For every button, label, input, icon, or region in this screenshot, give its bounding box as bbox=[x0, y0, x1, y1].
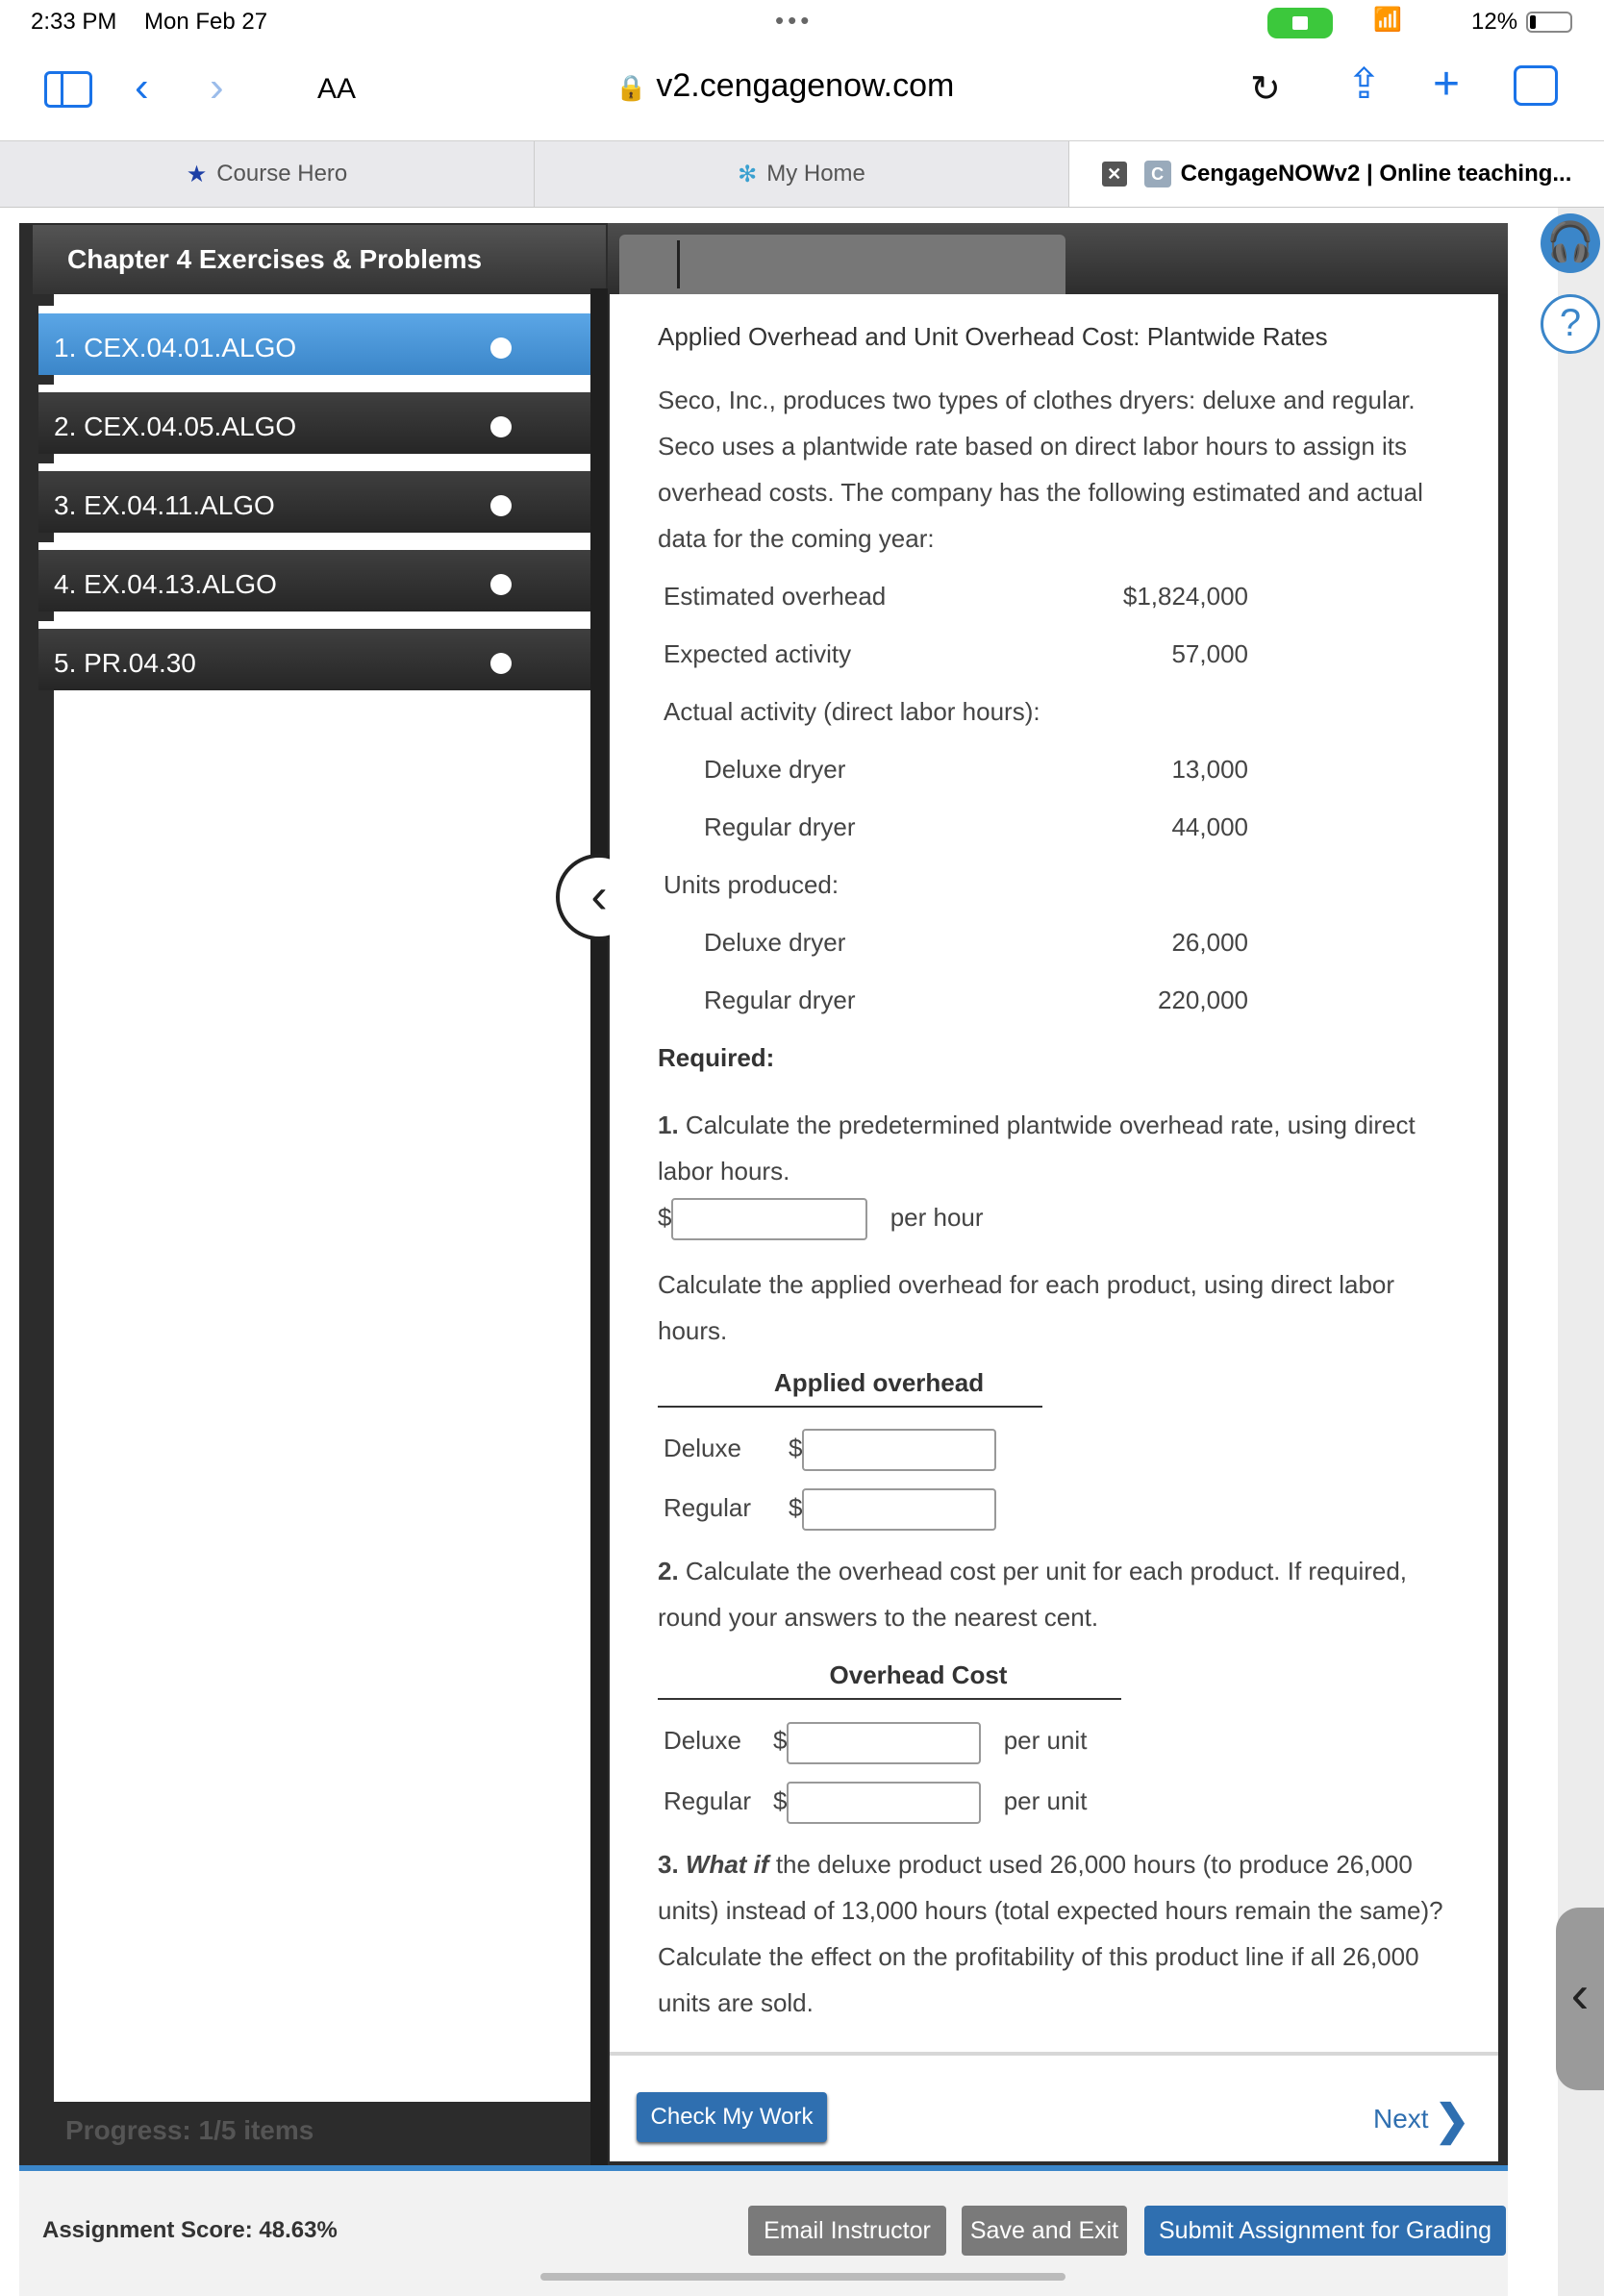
data-row-value bbox=[1099, 856, 1254, 913]
progress-text: Progress: 1/5 items bbox=[65, 2115, 314, 2145]
dollar-sign: $ bbox=[789, 1493, 803, 1523]
data-row-value: 220,000 bbox=[1158, 986, 1248, 1014]
tab-course-hero[interactable] bbox=[0, 141, 535, 207]
content-tab[interactable] bbox=[619, 235, 1065, 294]
problem-content bbox=[610, 294, 1498, 2058]
what-if-text: What if bbox=[685, 1849, 769, 1879]
submit-assignment-button[interactable]: Submit Assignment for Grading bbox=[1144, 2206, 1506, 2256]
status-bar bbox=[0, 0, 1604, 44]
per-unit-label: per unit bbox=[1003, 1726, 1088, 1756]
data-table-row bbox=[658, 683, 1254, 740]
per-hour-label: per hour bbox=[890, 1203, 984, 1232]
save-and-exit-button[interactable]: Save and Exit bbox=[962, 2206, 1127, 2256]
required-heading: Required: bbox=[658, 1043, 775, 1072]
data-row-value bbox=[1099, 683, 1254, 740]
data-table-row bbox=[658, 971, 1254, 1029]
multitask-dots-icon[interactable]: ••• bbox=[775, 6, 814, 35]
data-table-row bbox=[658, 625, 1254, 683]
applied-deluxe-input[interactable] bbox=[802, 1429, 996, 1471]
home-indicator bbox=[540, 2273, 1065, 2281]
share-icon[interactable]: ⇪ bbox=[1346, 61, 1382, 108]
unit-deluxe-input[interactable] bbox=[787, 1722, 981, 1764]
applied-regular-row bbox=[658, 1485, 1450, 1531]
applied-deluxe-row bbox=[658, 1425, 1450, 1471]
url-bar[interactable] bbox=[615, 67, 954, 105]
tab-label: CengageNOWv2 | Online teaching... bbox=[1180, 161, 1572, 187]
applied-overhead-header bbox=[658, 1360, 1042, 1408]
sidebar-item-label: 4. EX.04.13.ALGO bbox=[54, 569, 277, 599]
data-row-label: Deluxe dryer bbox=[704, 928, 846, 957]
dollar-sign: $ bbox=[658, 1203, 672, 1232]
content-topbar bbox=[608, 223, 1508, 294]
sidebar-toggle-icon[interactable] bbox=[44, 71, 92, 108]
wifi-icon: 📶 bbox=[1373, 7, 1402, 33]
panel-divider bbox=[590, 288, 608, 2165]
camera-indicator-icon bbox=[1267, 8, 1333, 38]
status-dot-icon bbox=[490, 495, 512, 516]
data-row-label: Units produced: bbox=[664, 870, 840, 899]
cengage-favicon-icon: ✻ bbox=[738, 161, 758, 187]
sidebar-item-4[interactable] bbox=[38, 542, 592, 611]
sidebar-item-1[interactable] bbox=[38, 306, 592, 375]
row-label: Deluxe bbox=[664, 1434, 741, 1463]
sidebar-item-label: 1. CEX.04.01.ALGO bbox=[54, 333, 297, 362]
status-day: Mon Feb 27 bbox=[144, 9, 268, 35]
reader-settings-button[interactable]: AA bbox=[317, 73, 357, 105]
lock-icon: 🔒 bbox=[615, 73, 647, 102]
tab-label: My Home bbox=[766, 161, 865, 187]
data-row-value: 26,000 bbox=[1171, 928, 1248, 957]
tab-cengagenow[interactable] bbox=[1069, 141, 1604, 207]
data-row-value: 57,000 bbox=[1171, 639, 1248, 668]
c-favicon-icon: C bbox=[1144, 161, 1171, 187]
applied-regular-input[interactable] bbox=[802, 1488, 996, 1531]
dollar-sign: $ bbox=[773, 1726, 788, 1756]
question-2 bbox=[658, 1548, 1450, 1640]
data-row-value: $1,824,000 bbox=[1122, 582, 1248, 611]
sidebar-item-2[interactable] bbox=[38, 385, 592, 454]
data-row-label: Regular dryer bbox=[704, 812, 856, 841]
sidebar-title: Chapter 4 Exercises & Problems bbox=[33, 225, 606, 294]
tab-label: Course Hero bbox=[216, 161, 348, 187]
next-button[interactable] bbox=[1373, 2096, 1469, 2145]
data-row-label: Expected activity bbox=[664, 639, 852, 668]
tab-strip bbox=[0, 140, 1604, 208]
question-number: 2. bbox=[658, 1557, 679, 1586]
row-label: Regular bbox=[664, 1493, 752, 1523]
status-dot-icon bbox=[490, 337, 512, 359]
unit-regular-row bbox=[658, 1778, 1450, 1824]
sidebar-item-5[interactable] bbox=[38, 621, 592, 690]
dollar-sign: $ bbox=[789, 1434, 803, 1463]
new-tab-icon[interactable]: + bbox=[1433, 59, 1461, 110]
question-number: 1. bbox=[658, 1111, 679, 1139]
side-panel-handle-icon[interactable]: ‹ bbox=[1556, 1908, 1604, 2090]
assignment-score: Assignment Score: 48.63% bbox=[42, 2217, 338, 2243]
question-text: Calculate the overhead cost per unit for each product. If required, round your answers to the nearest cent. bbox=[658, 1557, 1408, 1633]
url-text: v2.cengagenow.com bbox=[656, 67, 955, 104]
data-table-row bbox=[658, 856, 1254, 913]
rate-input[interactable] bbox=[671, 1198, 867, 1240]
question-text: the deluxe product used 26,000 hours (to produce 26,000 units) instead of 13,000 hours (total expected hours remain the same)? Calculate the effect on the profitability of this product line if all 26,000 units are sold. bbox=[658, 1849, 1443, 2017]
row-label: Regular bbox=[664, 1785, 752, 1815]
sidebar-item-label: 5. PR.04.30 bbox=[54, 648, 196, 678]
check-my-work-button[interactable]: Check My Work bbox=[637, 2092, 827, 2142]
browser-toolbar bbox=[0, 44, 1604, 140]
status-dot-icon bbox=[490, 653, 512, 674]
applied-overhead-header-text: Applied overhead bbox=[773, 1368, 985, 1398]
data-table-row bbox=[658, 740, 1254, 798]
battery-icon bbox=[1526, 12, 1572, 33]
data-table-row bbox=[658, 798, 1254, 856]
data-row-label: Regular dryer bbox=[704, 986, 856, 1014]
back-icon[interactable]: ‹ bbox=[135, 63, 149, 111]
question-text: Calculate the predetermined plantwide overhead rate, using direct labor hours. bbox=[658, 1111, 1416, 1185]
help-icon[interactable]: ? bbox=[1541, 294, 1600, 354]
data-table-row bbox=[658, 913, 1254, 971]
data-row-label: Estimated overhead bbox=[664, 582, 887, 611]
forward-icon[interactable]: › bbox=[210, 63, 224, 111]
question-number: 3. bbox=[658, 1849, 679, 1879]
rate-row bbox=[658, 1194, 1450, 1240]
star-icon: ★ bbox=[186, 161, 208, 187]
unit-regular-input[interactable] bbox=[787, 1782, 981, 1824]
close-tab-icon[interactable]: ✕ bbox=[1102, 162, 1127, 187]
email-instructor-button[interactable]: Email Instructor bbox=[748, 2206, 946, 2256]
sidebar-item-label: 3. EX.04.11.ALGO bbox=[54, 490, 275, 520]
chevron-right-icon: ❯ bbox=[1434, 2097, 1470, 2144]
per-unit-label: per unit bbox=[1003, 1785, 1088, 1815]
data-table-row bbox=[658, 567, 1254, 625]
row-label: Deluxe bbox=[664, 1726, 741, 1756]
data-row-value: 44,000 bbox=[1171, 812, 1248, 841]
battery-percent: 12% bbox=[1471, 9, 1518, 35]
status-dot-icon bbox=[490, 416, 512, 437]
sidebar-item-label: 2. CEX.04.05.ALGO bbox=[54, 412, 297, 441]
reload-icon[interactable]: ↻ bbox=[1250, 69, 1281, 110]
headset-support-icon[interactable]: 🎧 bbox=[1541, 213, 1600, 273]
overhead-cost-header bbox=[658, 1652, 1121, 1700]
question-1b: Calculate the applied overhead for each product, using direct labor hours. bbox=[658, 1270, 1395, 1346]
dollar-sign: $ bbox=[773, 1785, 788, 1815]
overhead-cost-header-text: Overhead Cost bbox=[829, 1660, 1008, 1690]
tabs-overview-icon[interactable] bbox=[1514, 65, 1558, 106]
data-row-value: 13,000 bbox=[1171, 755, 1248, 784]
status-time: 2:33 PM bbox=[31, 9, 117, 35]
collapse-sidebar-icon[interactable]: ‹ bbox=[556, 854, 642, 940]
data-row-label: Actual activity (direct labor hours): bbox=[664, 697, 1040, 726]
problem-title: Applied Overhead and Unit Overhead Cost: Plantwide Rates bbox=[658, 322, 1328, 351]
status-dot-icon bbox=[490, 574, 512, 595]
data-row-label: Deluxe dryer bbox=[704, 755, 846, 784]
data-table bbox=[658, 567, 1254, 1029]
problem-intro: Seco, Inc., produces two types of clothes dryers: deluxe and regular. Seco uses a plantwide rate based on direct labor hours to assign its overhead costs. The company has the following estimated and actual data for the coming year: bbox=[658, 386, 1423, 553]
next-label: Next bbox=[1373, 2103, 1429, 2134]
tab-my-home[interactable] bbox=[535, 141, 1069, 207]
unit-deluxe-row bbox=[658, 1717, 1450, 1763]
question-3 bbox=[658, 1841, 1450, 2026]
question-1 bbox=[658, 1102, 1450, 1194]
sidebar-item-3[interactable] bbox=[38, 463, 592, 533]
